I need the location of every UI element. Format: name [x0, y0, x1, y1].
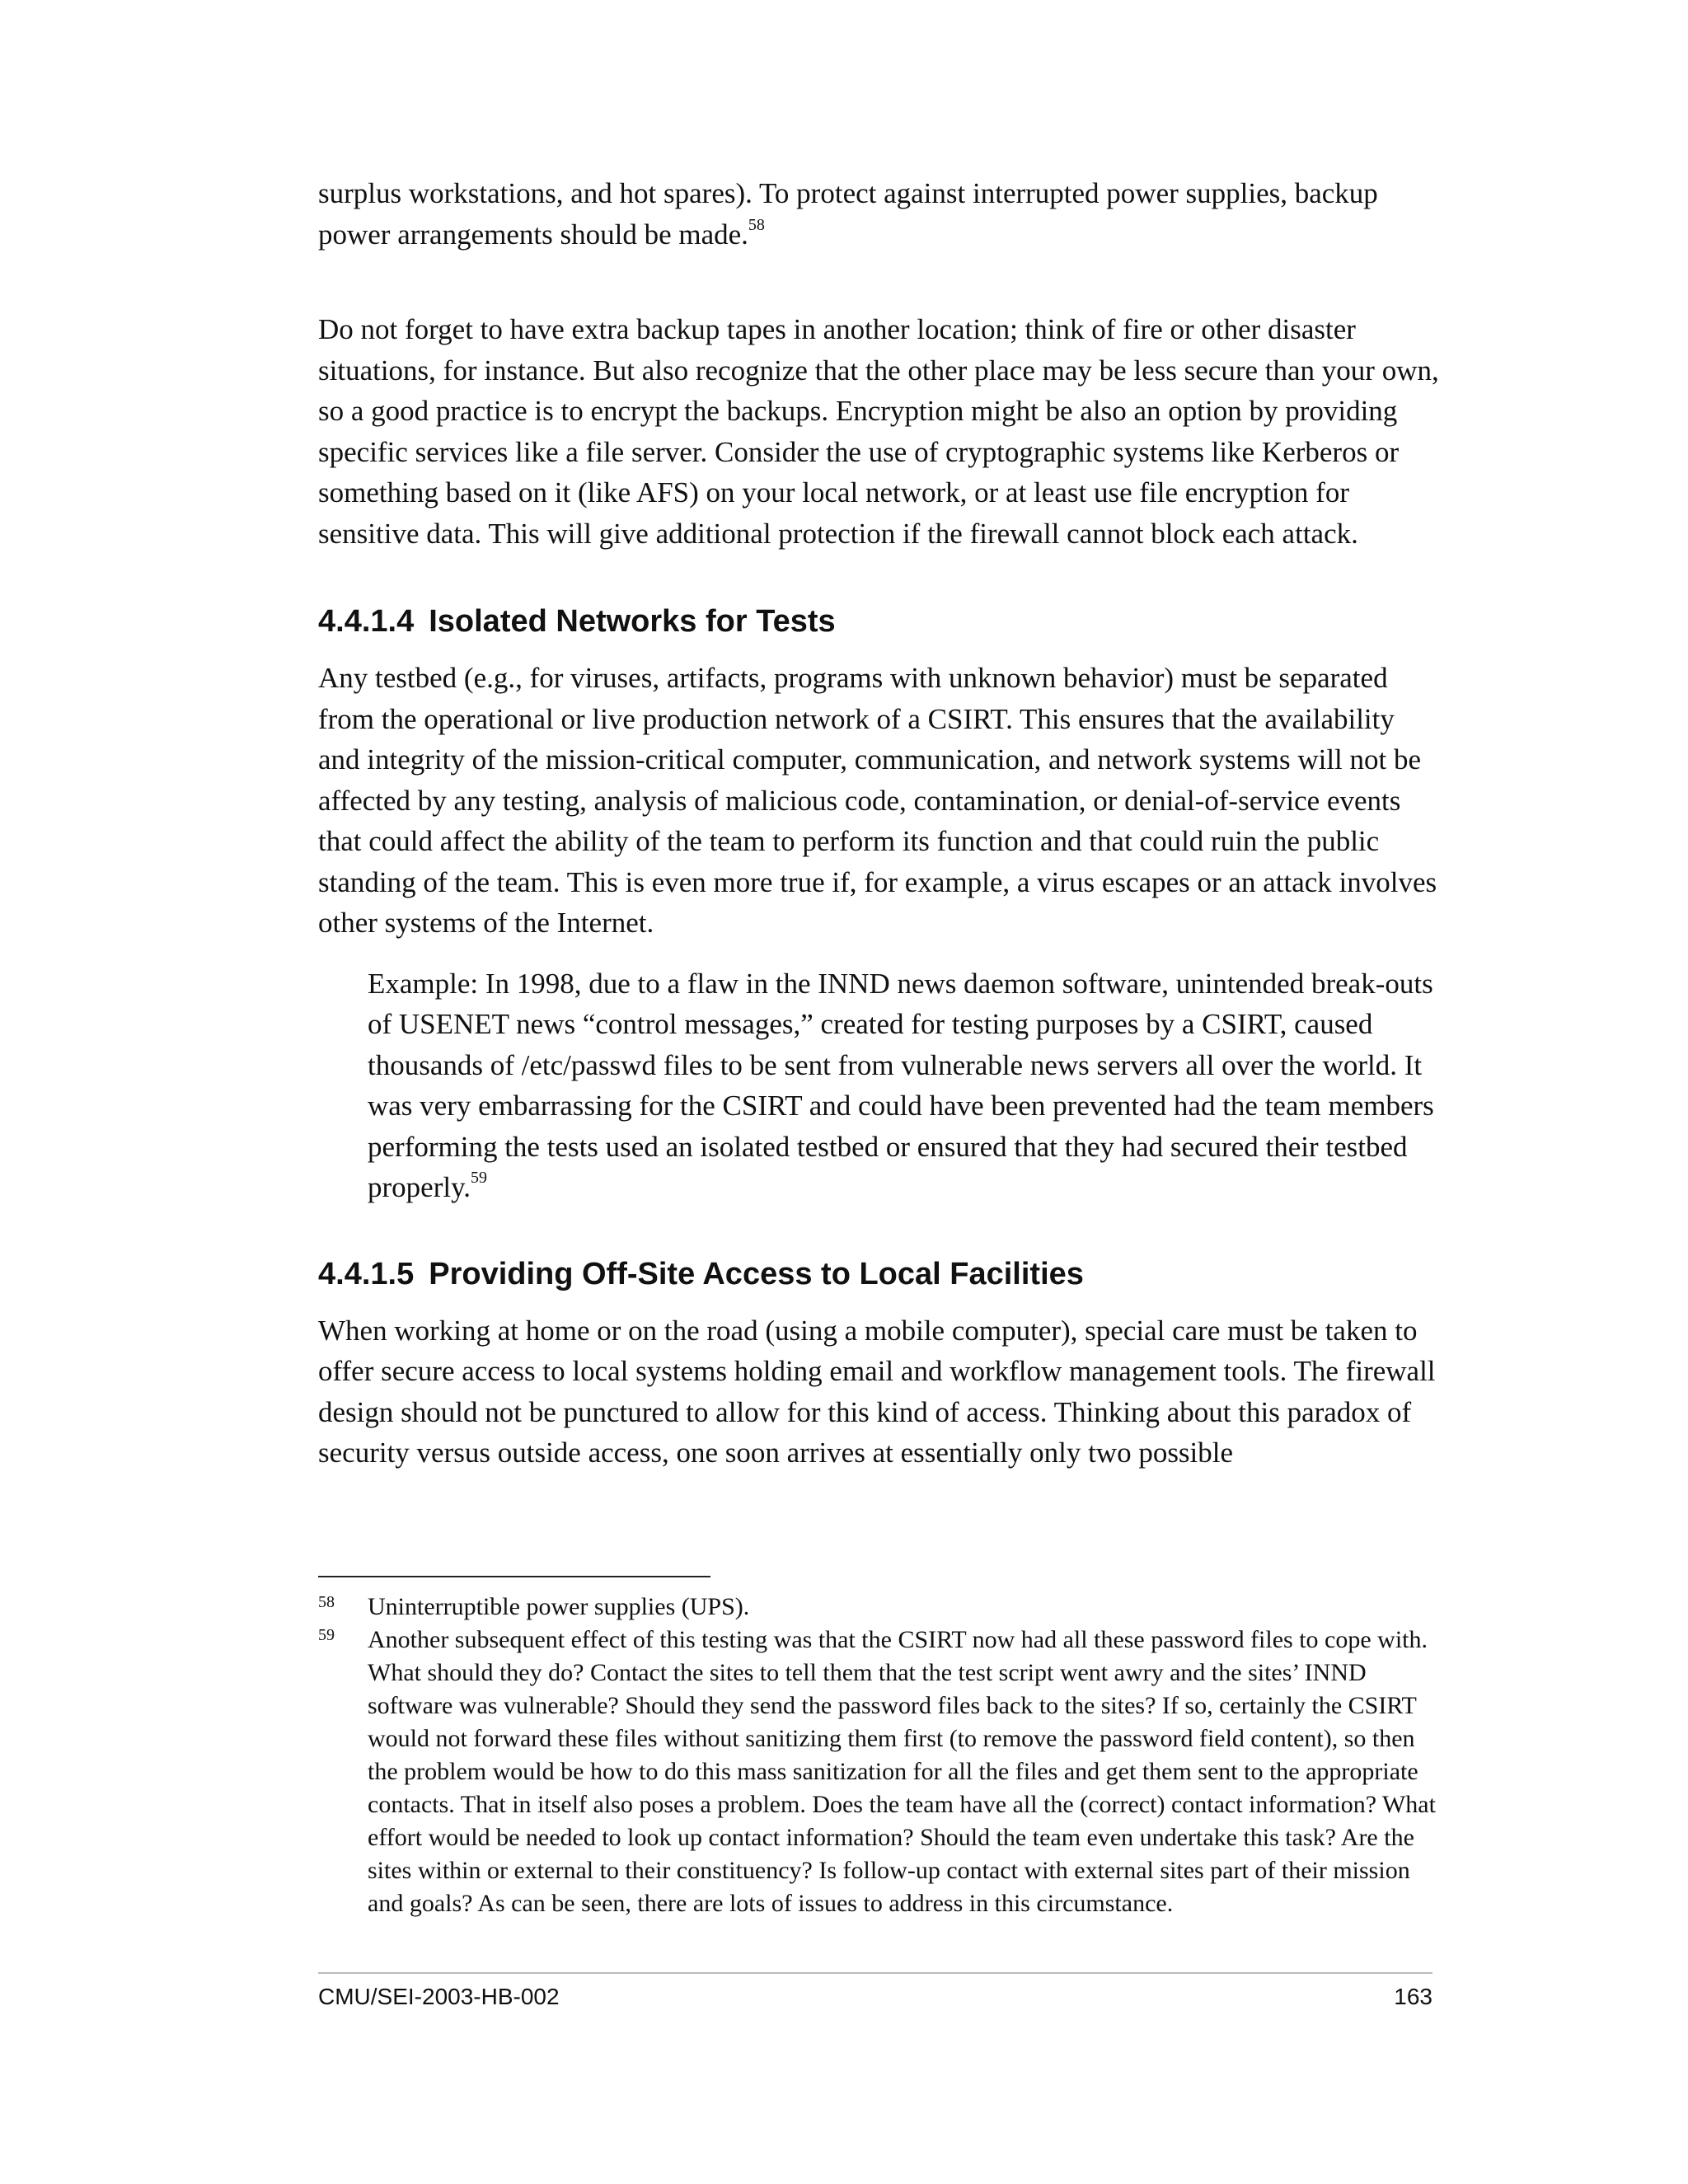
page-body [318, 173, 1439, 1474]
section-title: Isolated Networks for Tests [429, 604, 836, 639]
section-heading-off-site-access [318, 1254, 1439, 1294]
page-number: 163 [1394, 1984, 1432, 2009]
footnote-58 [318, 1591, 1439, 1624]
paragraph-backup-tapes: Do not forget to have extra backup tapes in another location; think of fire or other disaster situations, for instance. But also recognize that the other place may be less secure than your own, so a good practice is to encrypt the backups. Encryption might be also an option by providing specific services like a file server. Consider the use of cryptographic systems like Kerberos or something based on it (like AFS) on your local network, or at least use file encryption for sensitive data. This will give additional protection if the firewall cannot block each attack. [318, 313, 1439, 550]
section-number: 4.4.1.5 [318, 1256, 415, 1291]
paragraph-text: surplus workstations, and hot spares). To protect against interrupted power supplies, backup power arrangements should be made. [318, 177, 1378, 251]
section-heading-isolated-networks [318, 602, 1439, 641]
paragraph-testbed: Any testbed (e.g., for viruses, artifacts, programs with unknown behavior) must be separated from the operational or live production network of a CSIRT. This ensures that the availability and integrity of the mission-critical computer, communication, and network systems will not be affected by any testing, analysis of malicious code, contamination, or denial-of-service events that could affect the ability of the team to perform its function and that could ruin the public standing of the team. This is even more true if, for example, a virus escapes or an attack involves other systems of the Internet. [318, 662, 1437, 939]
document-id: CMU/SEI-2003-HB-002 [318, 1984, 560, 2009]
footnotes [318, 1591, 1439, 1920]
paragraph-remote-access: When working at home or on the road (using a mobile computer), special care must be taken to offer secure access to local systems holding email and workflow management tools. The firewall design should not be punctured to allow for this kind of access. Thinking about this paradox of security versus outside access, one soon arrives at essentially only two possible [318, 1314, 1436, 1469]
footnote-ref-58[interactable]: 58 [748, 215, 765, 234]
footnote-text: Uninterruptible power supplies (UPS). [368, 1593, 750, 1620]
example-text: Example: In 1998, due to a flaw in the INND news daemon software, unintended break-outs of USENET news “control messages,” created for testing purposes by a CSIRT, caused thousands of /etc/passwd files to be sent from vulnerable news servers all over the world. It was very embarrassing for the CSIRT and could have been prevented had the team members performing the tests used an isolated testbed or ensured that they had secured their testbed properly. [368, 967, 1434, 1203]
footnote-mark: 58 [318, 1593, 335, 1611]
footnote-ref-59[interactable]: 59 [471, 1169, 488, 1188]
footer-divider [318, 1972, 1432, 1974]
page-footer [318, 1982, 1432, 2012]
paragraph-backup-power [318, 173, 1439, 255]
section-title: Providing Off-Site Access to Local Facilities [429, 1256, 1084, 1291]
footnote-text: Another subsequent effect of this testing was that the CSIRT now had all these password files to cope with. What should they do? Contact the sites to tell them that the test script went awry and the sites’ INND software was vulnerable? Should they send the password files back to the sites? If so, certainly the CSIRT would not forward these files without sanitizing them first (to remove the password field content), so then the problem would be how to do this mass sanitization for all the files and get them sent to the appropriate contacts. That in itself also poses a problem. Does the team have all the (correct) contact information? What effort would be needed to look up contact information? Should the team even undertake this task? Are the sites within or external to their constituency? Is follow-up contact with external sites part of their mission and goals? As can be seen, there are lots of issues to address in this circumstance. [368, 1626, 1436, 1917]
footnote-mark: 59 [318, 1626, 335, 1644]
section-number: 4.4.1.4 [318, 604, 415, 639]
footnote-59 [318, 1624, 1439, 1920]
example-block [368, 963, 1439, 1208]
footnote-divider [318, 1576, 710, 1577]
